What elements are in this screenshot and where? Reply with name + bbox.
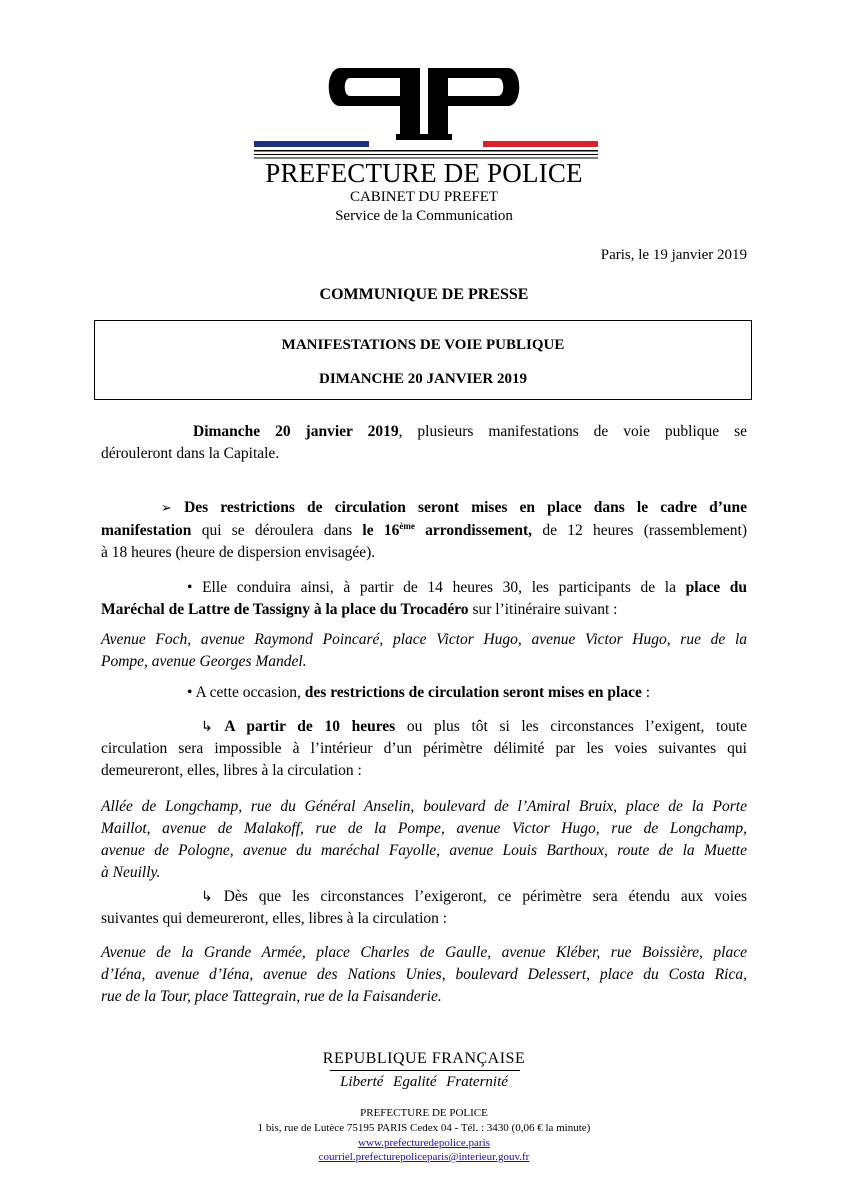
paragraph-perimeter-streets: Allée de Longchamp, rue du Général Anselin, boulevard de l’Amiral Bruix, place de la Porte Maillot, avenue de Malakoff, rue de la Pompe, avenue Victor Hugo, rue de Longchamp, avenue de Pologne, avenue du maréchal Fayolle, avenue Louis Barthoux, route de la Muette à Neuilly. xyxy=(101,798,747,881)
dot-bullet-icon: • xyxy=(187,579,193,596)
footer-divider xyxy=(330,1070,520,1071)
footer-prefecture: PREFECTURE DE POLICE xyxy=(360,1107,488,1119)
paragraph-extension-streets: Avenue de la Grande Armée, place Charles de Gaulle, avenue Kléber, rue Boissière, place d’Iéna, avenue d’Iéna, avenue des Nations Unies, boulevard Delessert, place du Costa Rica, rue de la Tour, place Tattegrain, rue de la Faisanderie. xyxy=(101,944,747,1005)
arrow-bullet-icon: ➢ xyxy=(161,501,172,516)
press-title: COMMUNIQUE DE PRESSE xyxy=(319,286,529,303)
title-box xyxy=(94,320,752,400)
cabinet-label: CABINET DU PREFET xyxy=(349,189,499,205)
date-line: Paris, le 19 janvier 2019 xyxy=(600,247,747,263)
prefecture-logo xyxy=(0,62,848,150)
box-title-line2: DIMANCHE 20 JANVIER 2019 xyxy=(319,371,527,387)
organization-title: PREFECTURE DE POLICE xyxy=(265,158,583,188)
paragraph-intro: Dimanche 20 janvier 2019, plusieurs manifestations de voie publique se dérouleront dans la Capitale. xyxy=(101,423,748,462)
footer-address: 1 bis, rue de Lutèce 75195 PARIS Cedex 04 - Tél. : 3430 (0,06 € la minute) xyxy=(257,1122,591,1134)
paragraph-itinerary: • Elle conduira ainsi, à partir de 14 heures 30, les participants de la place du Maréchal de Lattre de Tassigny à la place du Trocadéro sur l’itinéraire suivant : xyxy=(101,579,747,618)
footer-republic: REPUBLIQUE FRANÇAISE xyxy=(322,1050,526,1067)
dot-bullet-icon: • xyxy=(187,684,193,701)
corner-arrow-icon: ↳ xyxy=(201,889,213,905)
paragraph-extension: ↳ Dès que les circonstances l’exigeront, ce périmètre sera étendu aux voies suivantes qui demeureront, elles, libres à la circulation : xyxy=(101,888,747,927)
box-title-line1: MANIFESTATIONS DE VOIE PUBLIQUE xyxy=(281,337,565,353)
service-label: Service de la Communication xyxy=(335,208,513,224)
footer-website-link[interactable]: www.prefecturedepolice.paris xyxy=(358,1137,490,1149)
footer-email-link[interactable]: courriel.prefecturepoliceparis@interieur.gouv.fr xyxy=(318,1151,530,1163)
tricolor-band xyxy=(254,141,598,147)
pp-monogram-icon xyxy=(329,68,520,140)
paragraph-route: Avenue Foch, avenue Raymond Poincaré, place Victor Hugo, avenue Victor Hugo, rue de la Pompe, avenue Georges Mandel. xyxy=(101,631,747,670)
footer-motto: Liberté Egalité Fraternité xyxy=(340,1074,508,1090)
paragraph-perimeter: ↳ A partir de 10 heures ou plus tôt si les circonstances l’exigent, toute circulation sera impossible à l’intérieur d’un périmètre délimité par les voies suivantes qui demeureront, elles, libres à la circulation : xyxy=(101,718,748,779)
paragraph-restrictions: ➢ Des restrictions de circulation seront mises en place dans le cadre d’une manifestation qui se déroulera dans le 16ème arrondissement, de 12 heures (rassemblement) à 18 heures (heure de dispersion envisagée). xyxy=(101,499,747,561)
corner-arrow-icon: ↳ xyxy=(201,719,213,735)
paragraph-occasion: • A cette occasion, des restrictions de circulation seront mises en place : xyxy=(187,684,651,701)
